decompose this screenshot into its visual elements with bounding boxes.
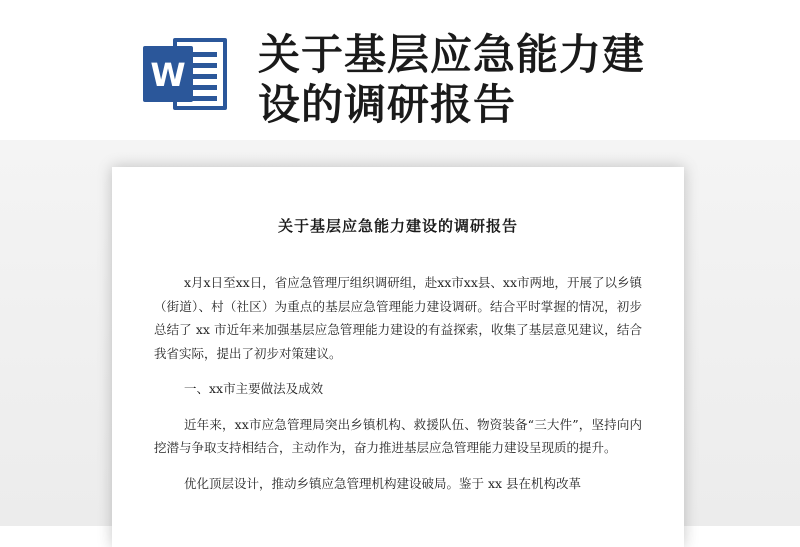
word-document-icon — [143, 36, 229, 112]
document-title: 关于基层应急能力建设的调研报告 — [277, 217, 518, 235]
banner-title: 关于基层应急能力建设的调研报告 — [258, 30, 646, 129]
paragraph-top-design: 优化顶层设计，推动乡镇应急管理机构建设破局。鉴于 xx 县在机构改革 — [184, 475, 582, 491]
paragraph-overview: 近年来，xx市应急管理局突出乡镇机构、救援队伍、物资装备“三大件”，坚持向内挖潜与争取支持相结合，主动作为，奋力推进基层应急管理能力建设呈现质的提升。 — [154, 416, 642, 455]
document-page — [112, 167, 684, 547]
section-heading: 一、xx市主要做法及成效 — [184, 381, 324, 396]
paragraph-intro: x月x日至xx日，省应急管理厅组织调研组，赴xx市xx县、xx市两地，开展了以乡镇（街道）、村（社区）为重点的基层应急管理能力建设调研。结合平时掌握的情况，初步总结了 xx 市近年来加强基层应急管理能力建设的有益探索，收集了基层意见建议，结合我省实际，提出了初步对策建议。 — [154, 275, 642, 361]
document-body — [154, 271, 642, 507]
word-logo-letter: W — [150, 56, 186, 94]
banner — [0, 0, 800, 140]
